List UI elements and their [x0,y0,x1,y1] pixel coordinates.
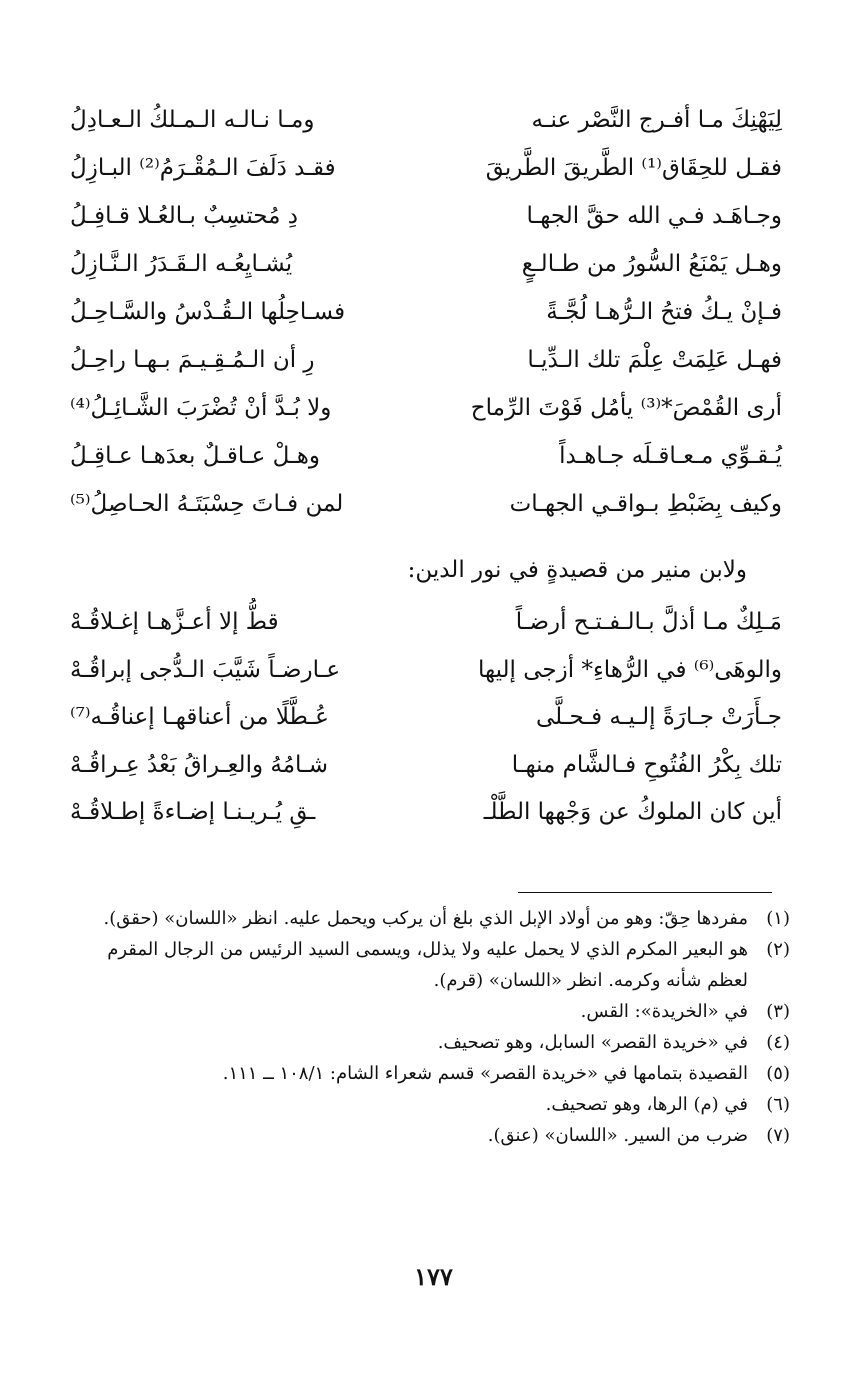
verse [70,144,790,192]
verse [70,96,790,144]
second-hemistich: عـارضـاً شَيَّبَ الـدُّجى إبراقُـهْ [70,656,341,683]
first-hemistich: يُـقـوِّي مـعـاقـلَه جـاهـداً [559,443,782,469]
poem-block-2 [70,598,790,836]
poem-block-1 [70,96,790,528]
poem-introduction: ولابن منير من قصيدةٍ في نور الدين: [407,557,747,583]
footnote [70,996,790,1027]
verse [70,788,790,836]
verse [70,432,790,480]
footnote-number: (١) [766,908,790,929]
footnote [70,934,790,996]
footnote-number: (٣) [766,1001,790,1022]
verse [70,741,790,789]
footnote-text: في «الخريدة»: القس. [580,1001,748,1022]
first-hemistich: فقـل للحِقَاق⁽¹⁾ الطَّريقَ الطَّريقَ [485,155,782,181]
verse [70,336,790,384]
footnote-text: القصيدة بتمامها في «خريدة القصر» قسم شعراء الشام: ١٠٨/١ ــ ١١١. [222,1063,748,1084]
second-hemistich: فسـاحِلُها الـقُـدْسُ والسَّـاحِـلُ [70,299,346,325]
first-hemistich: أرى القُمْصَ*⁽³⁾ يأمُل فَوْتَ الرِّماح [470,395,782,421]
footnote-number: (٥) [766,1063,790,1084]
footnote-divider [518,892,772,893]
second-hemistich: ومـا نـالـه الـمـلكُ الـعـادِلُ [70,107,315,133]
footnote-number: (٤) [766,1032,790,1053]
second-hemistich: دِ مُحتسِبٌ بـالعُـلا قـافِـلُ [70,203,298,229]
footnote [70,1027,790,1058]
first-hemistich: وهـل يَمْنَعُ السُّورُ من طـالـعٍ [521,251,782,277]
page-number: ١٧٧ [414,1262,453,1291]
verse [70,646,790,694]
second-hemistich: وهـلْ عـاقـلٌ بعدَهـا عـاقِـلُ [70,443,321,469]
footnote [70,1089,790,1120]
first-hemistich: أين كان الملوكُ عن وَجْهها الطَّلْـ [483,799,782,825]
footnote-number: (٦) [766,1094,790,1115]
verse [70,480,790,528]
verse [70,288,790,336]
footnote-text: في (م) الرها، وهو تصحيف. [545,1094,748,1115]
verse [70,598,790,646]
footnotes [70,903,790,1151]
first-hemistich: مَـلِكٌ مـا أذلَّ بـالـفـتـح أرضـاً [515,609,782,635]
first-hemistich: وجـاهَـد فـي الله حقَّ الجهـا [526,203,782,229]
footnote-text: ضرب من السير. «اللسان» (عنق). [487,1125,748,1146]
first-hemistich: لِيَهْنِكَ مـا أفـرج النَّصْر عنـه [531,107,782,133]
second-hemistich: لمن فـاتَ حِسْبَتَـهُ الحـاصِلُ⁽⁵⁾ [70,491,344,517]
first-hemistich: وكيف بِضَبْطِ بـواقـي الجهـات [509,491,782,517]
first-hemistich: تلك بِكْرُ الفُتُوحِ فـالشَّام منهـا [511,751,782,778]
footnote-number: (٧) [766,1125,790,1146]
footnote-text: هو البعير المكرم الذي لا يحمل عليه ولا يذلل، ويسمى السيد الرئيس من الرجال المقرم لعظم شأنه وكرمه. انظر «اللسان» (قرم). [107,939,748,991]
footnote [70,1120,790,1151]
footnote-text: مفردها حِقّ: وهو من أولاد الإبل الذي بلغ أن يركب ويحمل عليه. انظر «اللسان» (حقق). [103,908,748,929]
second-hemistich: ـقِ يُـريـنـا إضـاءةً إطـلاقُـهْ [70,799,316,825]
second-hemistich: ولا بُـدَّ أنْ تُضْرَبَ الشَّـائِـلُ⁽⁴⁾ [70,395,332,421]
verse [70,693,790,741]
first-hemistich: فهـل عَلِمَتْ عِلْمَ تلك الـدِّيـا [527,347,782,373]
verse [70,192,790,240]
first-hemistich: فـإنْ يـكُ فتحُ الـرُّهـا لُجَّـةً [546,299,782,325]
second-hemistich: قطُّ إلا أعـزَّهـا إغـلاقُـهْ [70,609,279,635]
footnote [70,903,790,934]
second-hemistich: عُـطَّلًا من أعناقهـا إعناقُـه⁽⁷⁾ [70,704,329,730]
second-hemistich: رِ أن الـمُـقِـيـمَ بـهـا راحِـلُ [70,347,315,373]
verse [70,240,790,288]
verse [70,384,790,432]
footnote [70,1058,790,1089]
first-hemistich: جـأَرَتْ جـارَةً إلـيـه فـحـلَّى [535,704,782,730]
second-hemistich: يُشـايِعُـه الـقَـدَرُ الـنَّـازِلُ [70,251,293,277]
second-hemistich: شـامُهُ والعِـراقُ بَعْدُ عِـراقُـهْ [70,751,329,778]
footnote-number: (٢) [766,939,790,960]
second-hemistich: فقـد دَلَفَ الـمُقْـرَمُ⁽²⁾ البـازِلُ [70,155,336,181]
first-hemistich: والوهَى⁽⁶⁾ في الرُّهاءِ* أزجى إليها [477,656,782,683]
footnote-text: في «خريدة القصر» السابل، وهو تصحيف. [437,1032,748,1053]
